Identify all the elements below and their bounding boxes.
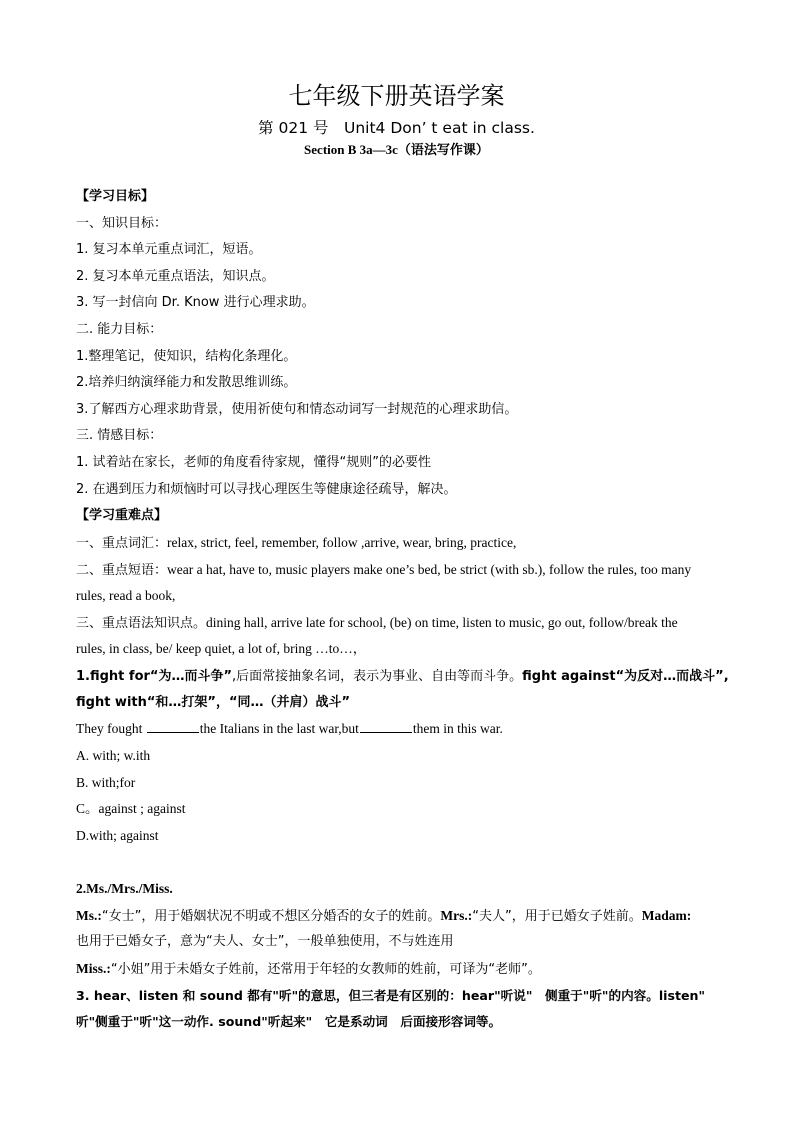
item3-line2: 听"侧重于"听"这一动作. sound"听起来" 它是系动词 后面接形容词等。	[76, 1014, 502, 1029]
vocab-line	[76, 530, 726, 557]
option-a: A. with; w.ith	[76, 748, 151, 763]
knowledge-item: 3. 写一封信向 Dr. Know 进行心理求助。	[76, 295, 315, 310]
item1-explanation: ,后面常接抽象名词，表示为事业、自由等而斗争。	[232, 669, 523, 684]
term-madam: Madam:	[641, 908, 692, 923]
ability-item: 1.整理笔记，使知识，结构化条理化。	[76, 349, 297, 364]
document-subtitle: 第 021 号 Unit4 Don’ t eat in class.	[258, 119, 535, 137]
grammar-line-2: rules, in class, be/ keep quiet, a lot of, bring …to…，	[76, 641, 367, 656]
document-title: 七年级下册英语学案	[288, 82, 505, 110]
term-mrs: Mrs.:	[440, 908, 473, 923]
item2-line3	[76, 956, 726, 983]
answer-blank-2[interactable]	[360, 718, 412, 733]
grammar-line	[76, 610, 726, 637]
ms-explanation: “女士”，用于婚姻状况不明或不想区分婚否的女子的姓前。	[101, 909, 441, 924]
question-part-3: them in this war.	[412, 721, 503, 736]
item1-line2: fight with“和…打架”，“同…（并肩）战斗”	[76, 695, 351, 710]
question-part-2: the Italians in the last war,but	[199, 721, 359, 736]
knowledge-item: 2. 复习本单元重点语法，知识点。	[76, 269, 275, 284]
knowledge-item: 1. 复习本单元重点词汇，短语。	[76, 242, 262, 257]
item3-line1: 3. hear、listen 和 sound 都有"听"的意思，但三者是有区别的：hear"听说" 侧重于"听"的内容。listen"	[76, 988, 706, 1003]
goals-heading: 【学习目标】	[76, 189, 155, 204]
item2-line1	[76, 903, 726, 930]
vocab-label: 一、重点词汇：	[76, 536, 168, 551]
item1-term-fight-for: 1.fight for“为…而斗争”	[76, 669, 233, 684]
mrs-explanation: “夫人”，用于已婚女子姓前。	[472, 909, 642, 924]
knowledge-heading: 一、知识目标：	[76, 216, 168, 231]
emotion-item: 1. 试着站在家长，老师的角度看待家规，懂得“规则”的必要性	[76, 455, 432, 470]
option-c: C。against ; against	[76, 801, 186, 816]
section-label: Section B 3a—3c（语法写作课）	[304, 142, 489, 157]
item1-question	[76, 716, 726, 742]
emotion-heading: 三. 情感目标：	[76, 428, 163, 443]
grammar-label: 三、重点语法知识点。	[76, 616, 207, 631]
phrase-label: 二、重点短语：	[76, 563, 168, 578]
item2-heading: 2.Ms./Mrs./Miss.	[76, 881, 173, 896]
option-b: B. with;for	[76, 775, 136, 790]
question-part-1: They fought	[76, 721, 146, 736]
ability-item: 3.了解西方心理求助背景，使用祈使句和情态动词写一封规范的心理求助信。	[76, 402, 518, 417]
phrase-line-2: rules, read a book,	[76, 588, 176, 603]
item1-term-fight-against: fight against“为反对…而战斗”,	[522, 669, 729, 684]
term-miss: Miss.:	[76, 961, 111, 976]
grammar-text: dining hall, arrive late for school, (be) on time, listen to music, go out, follow/break the	[206, 615, 678, 630]
vocab-text: relax, strict, feel, remember, follow ,arrive, wear, bring, practice,	[167, 535, 517, 550]
phrase-line	[76, 557, 726, 584]
item2-line2: 也用于已婚女子，意为“夫人、女士”，一般单独使用，不与姓连用	[76, 934, 454, 949]
option-d: D.with; against	[76, 828, 159, 843]
key-points-heading: 【学习重难点】	[76, 508, 168, 523]
emotion-item: 2. 在遇到压力和烦恼时可以寻找心理医生等健康途径疏导，解决。	[76, 482, 457, 497]
miss-explanation: “小姐”用于未婚女子姓前，还常用于年轻的女教师的姓前，可译为“老师”。	[110, 962, 541, 977]
term-ms: Ms.:	[76, 908, 102, 923]
answer-blank-1[interactable]	[147, 718, 199, 733]
ability-item: 2.培养归纳演绎能力和发散思维训练。	[76, 375, 297, 390]
phrase-text: wear a hat, have to, music players make one’s bed, be strict (with sb.), follow the rules, too many	[167, 562, 692, 577]
ability-heading: 二. 能力目标：	[76, 322, 163, 337]
item1-line1	[76, 663, 729, 690]
